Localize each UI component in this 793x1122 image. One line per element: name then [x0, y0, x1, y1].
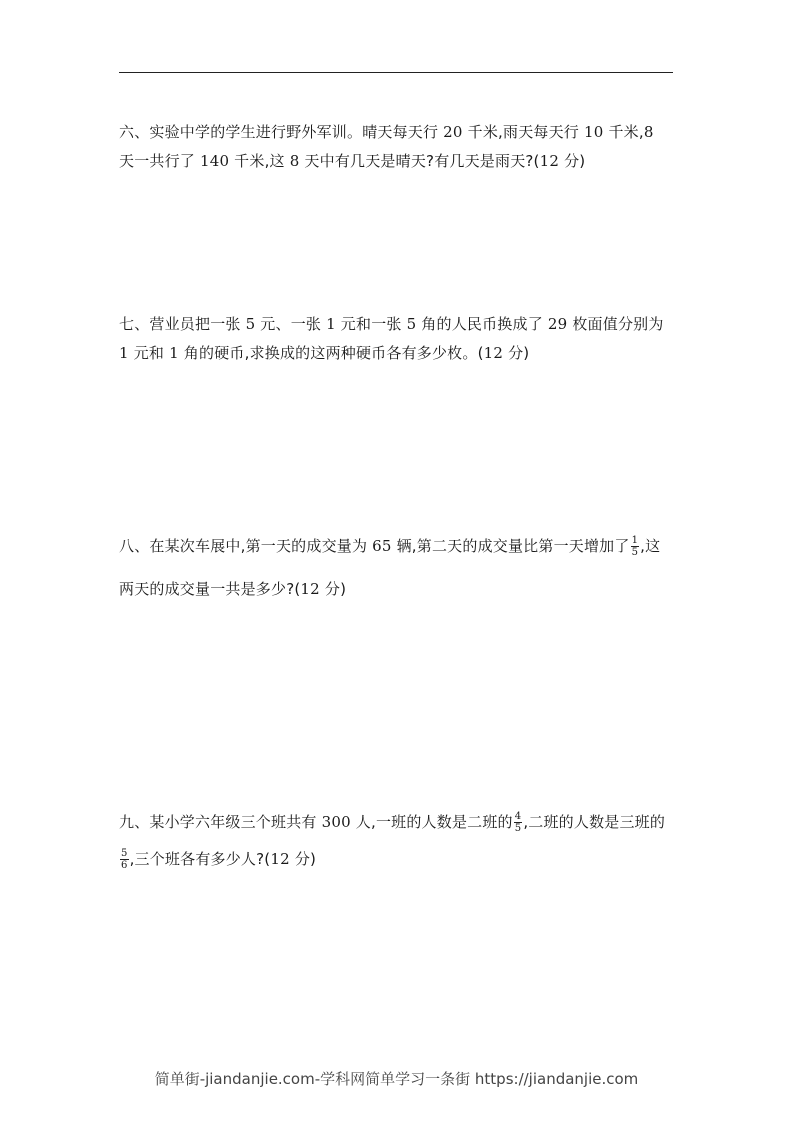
- fraction-five-sixths: $\frac{5}{6}$: [121, 848, 128, 871]
- question-9-line-1: 九、某小学六年级三个班共有 300 人,一班的人数是二班的 $\frac{4}{5}$ ,二班的人数是三班的: [119, 811, 666, 834]
- footer-watermark: 简单街-jiandanjie.com-学科网简单学习一条街 https://jiandanjie.com: [154, 1070, 639, 1088]
- question-6-line-1: 六、实验中学的学生进行野外军训。晴天每天行 20 千米,雨天每天行 10 千米,8: [119, 123, 654, 141]
- question-7-line-1: 七、营业员把一张 5 元、一张 1 元和一张 5 角的人民币换成了 29 枚面值分别为: [119, 315, 664, 333]
- question-6: [119, 118, 679, 176]
- fraction-one-fifth: $\frac{1}{5}$: [631, 535, 639, 558]
- question-6-line-2: 天一共行了 140 千米,这 8 天中有几天是晴天?有几天是雨天?(12 分): [119, 152, 586, 170]
- question-7-line-2: 1 元和 1 角的硬币,求换成的这两种硬币各有多少枚。(12 分): [119, 344, 530, 362]
- question-8-line-1: 八、在某次车展中,第一天的成交量为 65 辆,第二天的成交量比第一天增加了 $\frac{1}{5}$ ,这: [119, 535, 661, 558]
- question-9: [119, 808, 679, 874]
- question-8-line-2: 两天的成交量一共是多少?(12 分): [119, 580, 347, 598]
- fraction-four-fifths: $\frac{4}{5}$: [514, 811, 522, 834]
- question-7: [119, 310, 679, 368]
- question-8: [119, 532, 679, 604]
- header-rule: [119, 72, 673, 73]
- question-9-line-2: $\frac{5}{6}$ ,三个班各有多少人?(12 分): [121, 848, 317, 871]
